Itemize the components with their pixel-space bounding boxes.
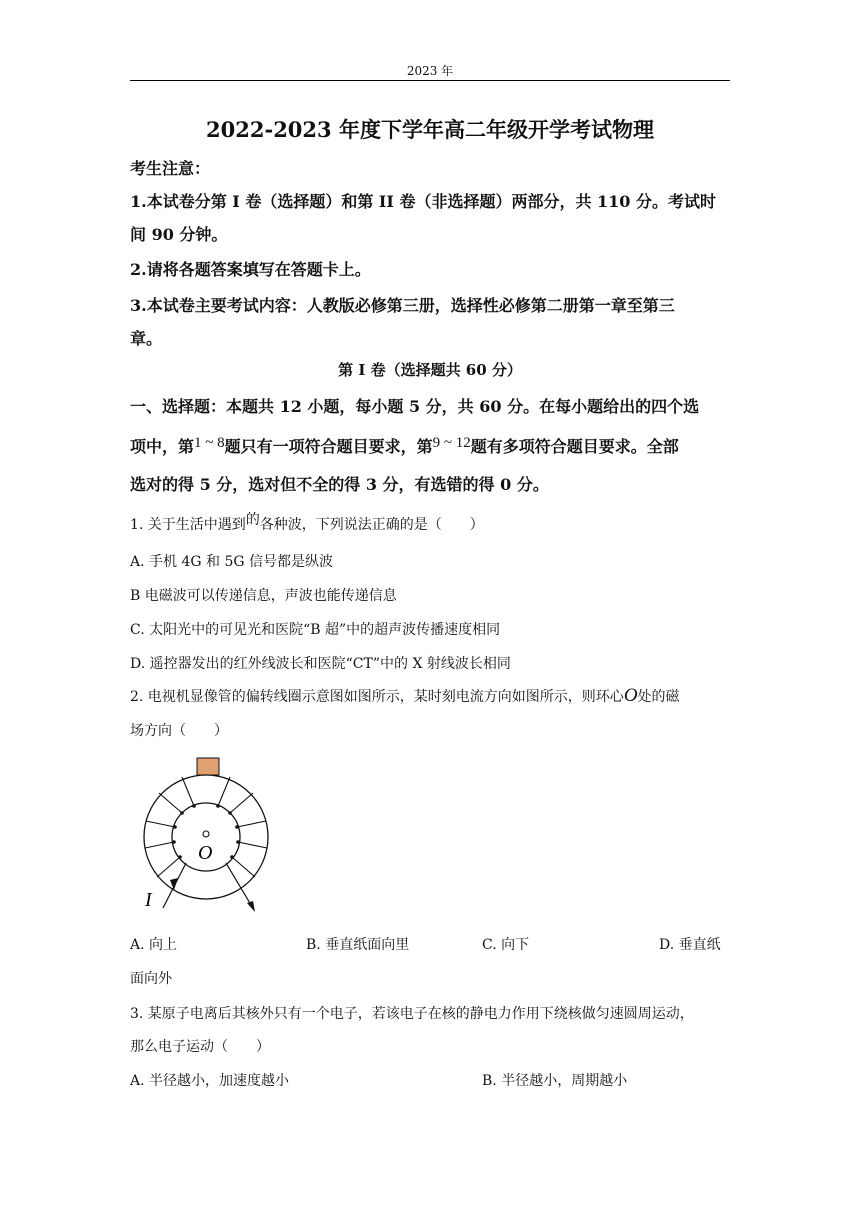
- q1-stem-pre: 1. 关于生活中遇到: [130, 517, 246, 533]
- coil-connector: [197, 758, 219, 775]
- exam-title: 2022-2023 年度下学年高二年级开学考试物理: [206, 117, 654, 142]
- q1-option-d: D. 遥控器发出的红外线波长和医院“CT”中的 X 射线波长相同: [130, 656, 511, 672]
- notice-line-2: 2.请将各题答案填写在答题卡上。: [130, 260, 371, 279]
- out-arrow-icon: [247, 901, 255, 912]
- q2-option-d: D. 垂直纸: [659, 937, 721, 953]
- q2-stem-var: O: [623, 685, 638, 706]
- q1-stem-sup: 的: [245, 512, 260, 528]
- q3-option-a: A. 半径越小，加速度越小: [130, 1073, 290, 1089]
- instr-post: 题有多项符合题目要求。全部: [470, 437, 679, 456]
- notice-heading: 考生注意：: [130, 159, 211, 178]
- q2-stem-pre: 2. 电视机显像管的偏转线圈示意图如图所示，某时刻电流方向如图所示，则环心: [130, 689, 624, 705]
- q3-option-b: B. 半径越小，周期越小: [482, 1073, 628, 1089]
- page-header: 2023 年: [406, 64, 454, 78]
- instr-mid: 题只有一项符合题目要求，第: [224, 437, 433, 456]
- header-rule: [130, 80, 730, 81]
- center-label: O: [198, 842, 213, 864]
- current-label: I: [145, 889, 152, 911]
- q2-option-b: B. 垂直纸面向里: [306, 937, 410, 953]
- deflection-coil-figure: [136, 750, 276, 920]
- q1-option-b: B 电磁波可以传递信息，声波也能传递信息: [130, 588, 397, 604]
- notice-line-3b: 章。: [130, 329, 163, 348]
- section-instruction-1: 一、选择题：本题共 12 小题，每小题 5 分，共 60 分。在每小题给出的四个选: [130, 397, 700, 416]
- q1-option-c: C. 太阳光中的可见光和医院“B 超”中的超声波传播速度相同: [130, 622, 501, 638]
- q3-stem-line-2: 那么电子运动（ ）: [130, 1039, 270, 1055]
- notice-line-1a: 1.本试卷分第 I 卷（选择题）和第 II 卷（非选择题）两部分，共 110 分。考试时: [130, 192, 716, 211]
- q1-option-a: A. 手机 4G 和 5G 信号都是纵波: [130, 554, 333, 570]
- range-9-12: 9 ~ 12: [432, 435, 471, 451]
- notice-line-1b: 间 90 分钟。: [130, 225, 228, 244]
- section-instruction-3: 选对的得 5 分，选对但不全的得 3 分，有选错的得 0 分。: [130, 475, 549, 494]
- q2-option-c: C. 向下: [482, 937, 530, 953]
- section-title: 第 I 卷（选择题共 60 分）: [338, 361, 522, 379]
- q2-option-d-cont: 面向外: [130, 971, 172, 987]
- q2-stem-line-1: [130, 685, 730, 707]
- q2-stem-line-2: 场方向（ ）: [130, 723, 228, 739]
- range-1-8: 1 ~ 8: [194, 435, 225, 451]
- q2-stem-post: 处的磁: [637, 689, 680, 705]
- q1-stem-post: 各种波，下列说法正确的是（ ）: [259, 517, 484, 533]
- notice-line-3a: 3.本试卷主要考试内容：人教版必修第三册，选择性必修第二册第一章至第三: [130, 296, 675, 315]
- section-instruction-2: [130, 434, 730, 457]
- q2-option-a: A. 向上: [130, 937, 178, 953]
- center-point: [203, 831, 209, 837]
- q3-stem-line-1: 3. 某原子电离后其核外只有一个电子，若该电子在核的静电力作用下绕核做匀速圆周运动，: [130, 1006, 694, 1022]
- q1-stem: [130, 514, 730, 534]
- instr-pre: 项中，第: [130, 437, 195, 456]
